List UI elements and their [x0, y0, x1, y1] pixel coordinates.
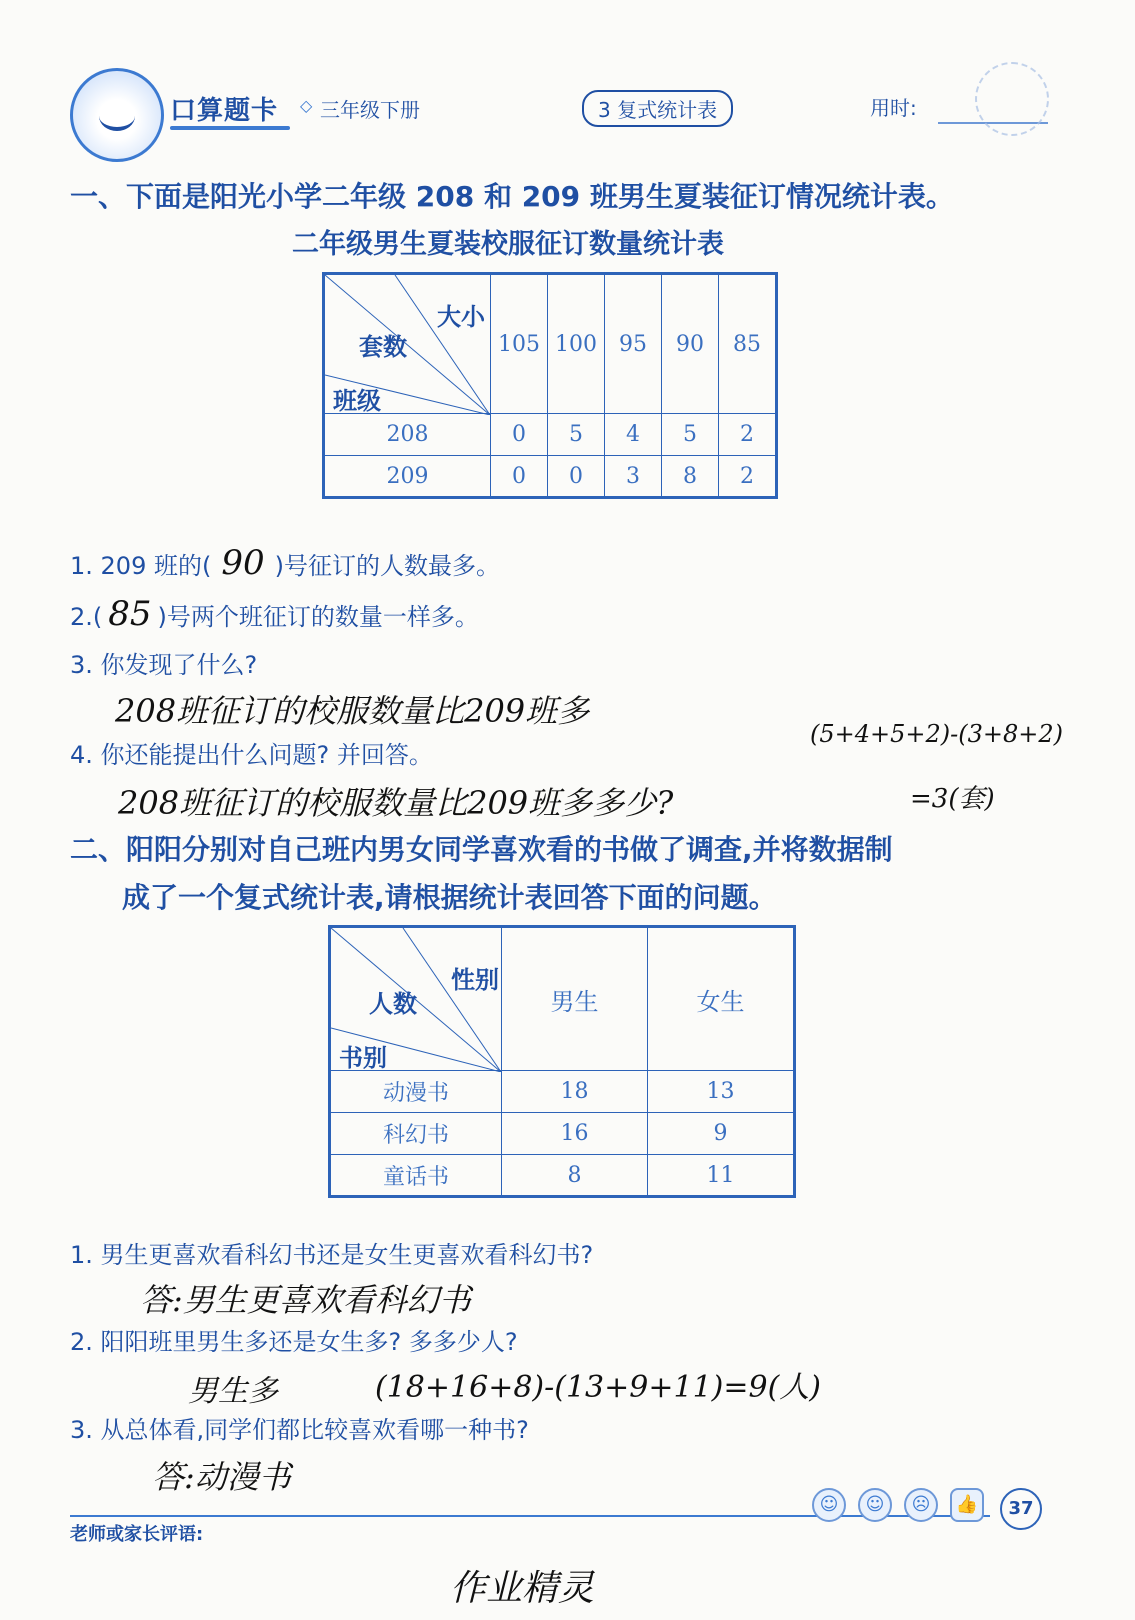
- s1-q4-calc-1[interactable]: (5+4+5+2)-(3+8+2): [810, 720, 1063, 748]
- q1-prefix: 1. 209 班的(: [70, 552, 212, 580]
- table-cell: 8: [502, 1155, 648, 1197]
- table-row: [324, 456, 777, 498]
- table-cell: 0: [491, 414, 548, 456]
- table1-title: 二年级男生夏装校服征订数量统计表: [292, 229, 724, 260]
- publisher-logo: [70, 68, 164, 162]
- s1-question-3: 3. 你发现了什么?: [70, 651, 258, 679]
- column-header: 90: [662, 274, 719, 414]
- table2-corner-cell: [330, 927, 502, 1071]
- q2-suffix: )号两个班征订的数量一样多。: [157, 603, 479, 631]
- thumbs-up-icon[interactable]: 👍: [950, 1488, 984, 1522]
- section2-heading-line2: 成了一个复式统计表,请根据统计表回答下面的问题。: [122, 881, 777, 914]
- table-cell: 3: [605, 456, 662, 498]
- section1-heading: 一、下面是阳光小学二年级 208 和 209 班男生夏装征订情况统计表。: [70, 180, 954, 213]
- table-cell: 9: [648, 1113, 795, 1155]
- row-label: 208: [324, 414, 491, 456]
- table-cell: 0: [491, 456, 548, 498]
- s1-question-1: [70, 543, 500, 583]
- column-header: 男生: [502, 927, 648, 1071]
- table-row: [330, 1155, 795, 1197]
- page-number: 37: [1000, 1488, 1042, 1530]
- q1-answer[interactable]: 90: [221, 543, 265, 583]
- s2-q1-answer[interactable]: 答:男生更喜欢看科幻书: [140, 1281, 471, 1319]
- column-header: 105: [491, 274, 548, 414]
- s2-question-2: 2. 阳阳班里男生多还是女生多? 多多少人?: [70, 1328, 518, 1356]
- neutral-face-icon[interactable]: ☺: [858, 1488, 892, 1522]
- corner-top-label: 性别: [451, 966, 499, 994]
- row-label: 科幻书: [330, 1113, 502, 1155]
- teacher-comment: 作业精灵: [450, 1568, 595, 1609]
- lesson-number: 3: [598, 98, 611, 122]
- row-label: 童话书: [330, 1155, 502, 1197]
- table-cell: 5: [548, 414, 605, 456]
- lesson-badge: [582, 90, 733, 127]
- books-table: [328, 925, 796, 1198]
- decoration-stamp: [975, 62, 1049, 136]
- table-row: [330, 1071, 795, 1113]
- brand-underline: [170, 126, 290, 130]
- s1-q4-answer[interactable]: 208班征订的校服数量比209班多多少?: [118, 784, 674, 822]
- footer-comment-label: 老师或家长评语:: [70, 1524, 204, 1545]
- table-row: [324, 414, 777, 456]
- table-cell: 16: [502, 1113, 648, 1155]
- table-cell: 0: [548, 456, 605, 498]
- table-cell: 2: [719, 414, 777, 456]
- s1-question-2: [70, 594, 479, 634]
- row-label: 动漫书: [330, 1071, 502, 1113]
- s2-q3-answer[interactable]: 答:动漫书: [152, 1458, 291, 1496]
- s1-q4-calc-2[interactable]: =3(套): [910, 784, 995, 814]
- table-row: [330, 1113, 795, 1155]
- q1-suffix: )号征订的人数最多。: [274, 552, 500, 580]
- q2-answer[interactable]: 85: [108, 594, 152, 634]
- s2-q2-answer-word[interactable]: 男生多: [188, 1374, 278, 1409]
- column-header: 85: [719, 274, 777, 414]
- corner-bottom-label: 班级: [333, 387, 381, 415]
- q2-prefix: 2.(: [70, 603, 103, 631]
- brand-title: 口算题卡: [170, 96, 279, 126]
- lesson-title: 复式统计表: [617, 98, 718, 122]
- grade-label: 三年级下册: [320, 98, 420, 122]
- table-cell: 13: [648, 1071, 795, 1113]
- timer-label: 用时:: [870, 96, 917, 120]
- table-cell: 18: [502, 1071, 648, 1113]
- column-header: 女生: [648, 927, 795, 1071]
- corner-top-label: 大小: [437, 303, 485, 331]
- diamond-icon: ◇: [300, 96, 313, 115]
- corner-bottom-label: 书别: [339, 1044, 387, 1072]
- s2-question-1: 1. 男生更喜欢看科幻书还是女生更喜欢看科幻书?: [70, 1241, 594, 1269]
- footer-divider: [70, 1515, 990, 1517]
- section2-heading-line1: 二、阳阳分别对自己班内男女同学喜欢看的书做了调查,并将数据制: [70, 833, 893, 866]
- column-header: 95: [605, 274, 662, 414]
- page-header: [70, 68, 1070, 158]
- table-cell: 11: [648, 1155, 795, 1197]
- corner-middle-label: 人数: [369, 990, 417, 1018]
- table1-corner-cell: [324, 274, 491, 414]
- s2-question-3: 3. 从总体看,同学们都比较喜欢看哪一种书?: [70, 1416, 529, 1444]
- column-header: 100: [548, 274, 605, 414]
- corner-middle-label: 套数: [359, 333, 407, 361]
- sad-face-icon[interactable]: ☹: [904, 1488, 938, 1522]
- uniform-table: [322, 272, 778, 499]
- table-cell: 2: [719, 456, 777, 498]
- s2-q2-answer-calc[interactable]: (18+16+8)-(13+9+11)=9(人): [375, 1370, 822, 1405]
- s1-q3-answer[interactable]: 208班征订的校服数量比209班多: [115, 692, 590, 730]
- table-cell: 5: [662, 414, 719, 456]
- smile-face-icon[interactable]: ☺: [812, 1488, 846, 1522]
- s1-question-4: 4. 你还能提出什么问题? 并回答。: [70, 741, 433, 769]
- table-cell: 8: [662, 456, 719, 498]
- row-label: 209: [324, 456, 491, 498]
- table-cell: 4: [605, 414, 662, 456]
